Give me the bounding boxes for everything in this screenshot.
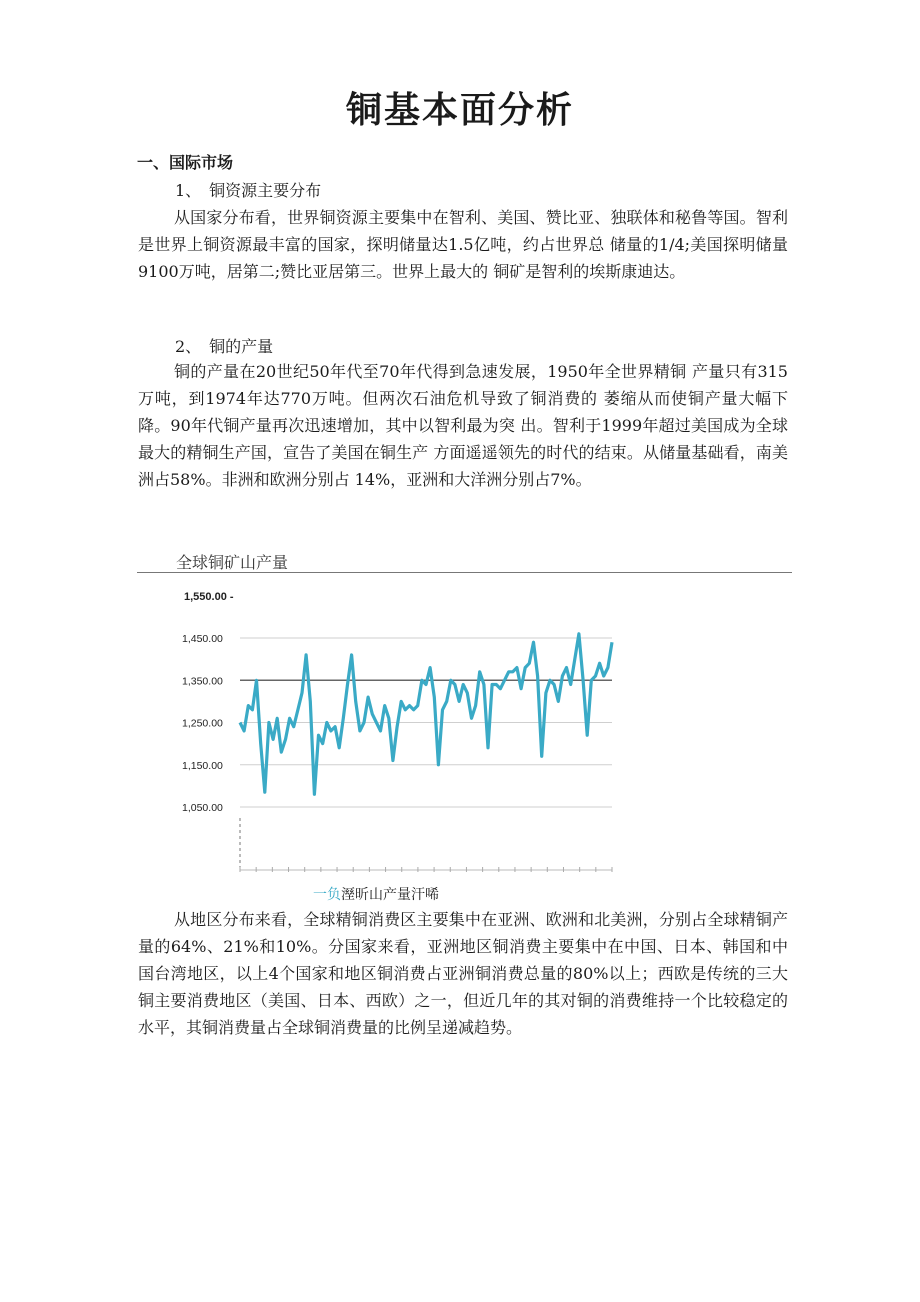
y-tick-label: 1,150.00 (182, 759, 223, 772)
y-tick-label: 1,450.00 (182, 633, 223, 645)
y-tick-label: 1,350.00 (182, 675, 223, 688)
y-tick-label: 1,250.00 (182, 717, 223, 730)
chart-divider (137, 572, 792, 573)
y-tick-label: 1,550.00 - (184, 591, 234, 603)
legend-marker: 一负 (313, 887, 341, 903)
page-title: 铜基本面分析 (345, 90, 574, 131)
chart-legend (313, 884, 439, 904)
line-chart (170, 580, 630, 880)
paragraph-2: 铜的产量在20世纪50年代至70年代得到急速发展，1950年全世界精铜 产量只有315万吨，到1974年达770万吨。但两次石油危机导致了铜消费的 萎缩从而使铜产量大幅下降。90年代铜产量再次迅速增加，其中以智利最为突 出。智利于1999年超过美国成为全球最大的精铜生产国，宣告了美国在铜生产 方面遥遥领先的时代的结束。从储量基础看，南美洲占58%。非洲和欧洲分别占 14%，亚洲和大洋洲分别占7%。 (138, 362, 788, 489)
chart-title: 全球铜矿山产量 (176, 553, 289, 572)
section-heading: 一、国际市场 (137, 153, 234, 172)
subsection-heading-1: 1、 铜资源主要分布 (175, 181, 322, 200)
paragraph-1: 从国家分布看，世界铜资源主要集中在智利、美国、赞比亚、独联体和秘鲁等国。智利是世界上铜资源最丰富的国家，探明储量达1.5亿吨，约占世界总 储量的1/4;美国探明储量9100万吨，居第二;赞比亚居第三。世界上最大的 铜矿是智利的埃斯康迪达。 (138, 208, 788, 281)
paragraph-3: 从地区分布来看，全球精铜消费区主要集中在亚洲、欧洲和北美洲，分别占全球精铜产量的64%、21%和10%。分国家来看，亚洲地区铜消费主要集中在中国、日本、韩国和中国台湾地区，以上4个国家和地区铜消费占亚洲铜消费总量的80%以上；西欧是传统的三大铜主要消费地区（美国、日本、西欧）之一，但近几年的其对铜的消费维持一个比较稳定的水平，其铜消费量占全球铜消费量的比例呈递减趋势。 (138, 910, 788, 1037)
subsection-heading-2: 2、 铜的产量 (175, 337, 274, 356)
series-line (240, 634, 612, 795)
legend-label: 溼昕山产量汗唏 (341, 887, 439, 903)
y-tick-label: 1,050.00 (182, 802, 223, 814)
